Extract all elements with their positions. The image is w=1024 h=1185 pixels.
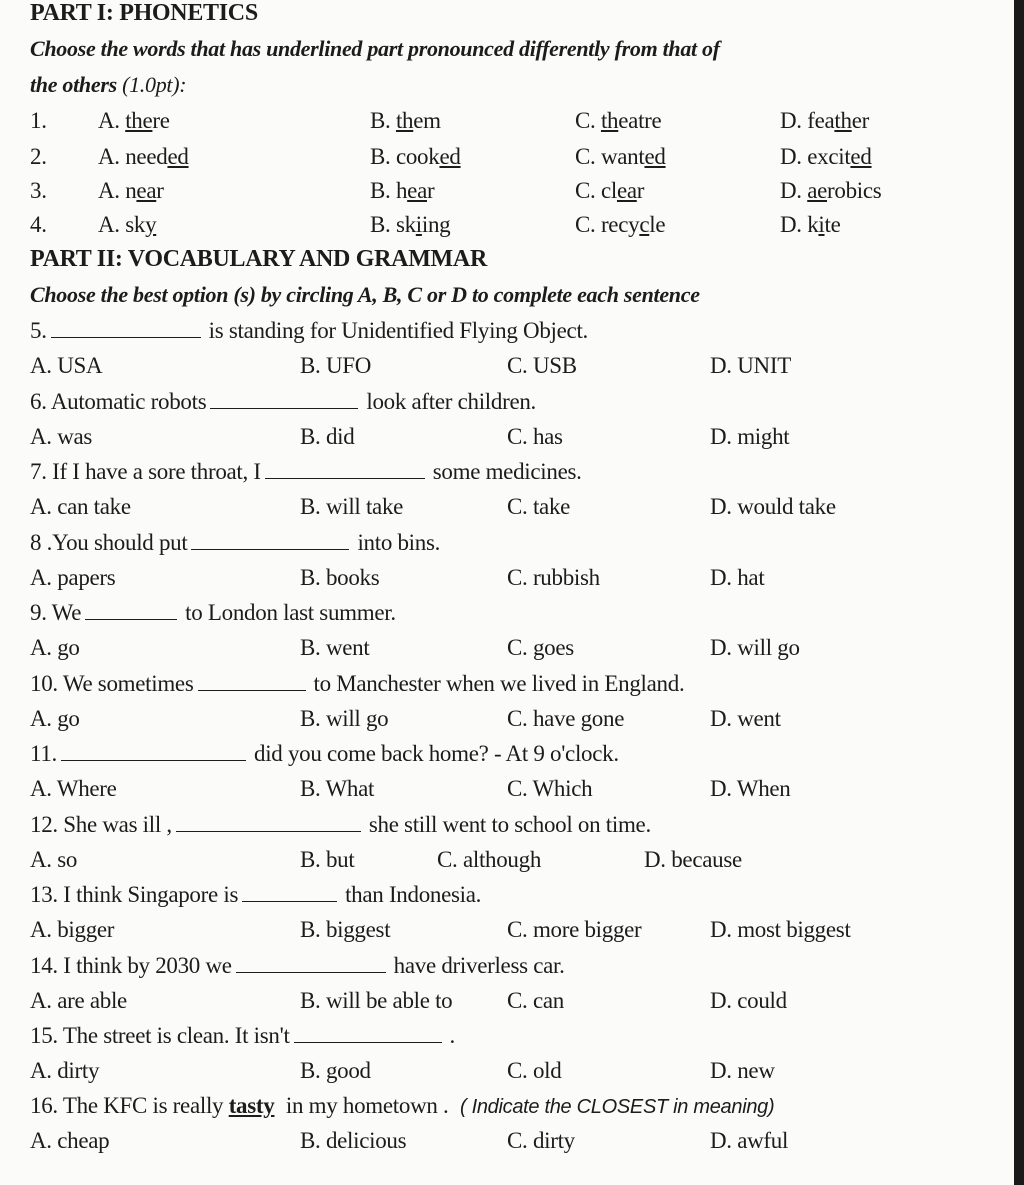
answer-blank[interactable] [176,813,361,832]
question-number: 3. [30,178,47,203]
option-b[interactable]: B. delicious [300,1128,407,1153]
part1-instruction-cont [30,72,186,98]
option-a[interactable]: A. are able [30,988,127,1013]
underlined-part: ea [407,178,427,203]
question-number: 4. [30,212,47,237]
option-b[interactable]: B. did [300,424,355,449]
option-c[interactable]: C. although [437,847,542,872]
question-text: 10. We sometimes [30,671,194,696]
question-text: 8 .You should put [30,530,188,555]
option-b[interactable]: B. but [300,847,355,872]
underlined-part: ed [167,144,189,169]
option-c[interactable]: C. goes [507,635,574,660]
question-10 [30,671,684,697]
question-text-end: some medicines. [432,459,582,484]
answer-blank[interactable] [210,390,358,409]
option-b[interactable]: B. them [370,108,441,133]
question-text-end: have driverless car. [393,953,565,978]
question-text: 14. I think by 2030 we [30,953,232,978]
underlined-part: the [125,108,153,133]
option-c[interactable]: C. USB [507,353,577,378]
option-c[interactable]: C. wanted [575,144,666,169]
option-d[interactable]: D. kite [780,212,841,237]
underlined-part: th [395,108,414,133]
option-c[interactable]: C. recycle [575,212,666,237]
option-a[interactable]: A. bigger [30,917,115,942]
option-b[interactable]: B. cooked [370,144,461,169]
option-a[interactable]: A. so [30,847,78,872]
option-a[interactable]: A. near [98,178,164,203]
instruction-text-cont: the others [30,72,117,97]
underlined-part: ed [644,144,666,169]
question-text: 13. I think Singapore is [30,882,239,907]
question-6 [30,389,536,415]
option-a[interactable]: A. can take [30,494,131,519]
option-d[interactable]: D. because [644,847,742,872]
option-b[interactable]: B. UFO [300,353,372,378]
answer-blank[interactable] [191,531,349,550]
option-d[interactable]: D. most biggest [710,917,851,942]
underlined-part: ae [807,178,828,203]
option-b[interactable]: B. will be able to [300,988,453,1013]
question-5 [30,318,588,344]
question-11 [30,741,619,767]
question-13 [30,882,481,908]
question-text: 15. The street is clean. It isn't [30,1023,290,1048]
underlined-part: th [834,108,852,133]
option-b[interactable]: B. books [300,565,380,590]
answer-blank[interactable] [198,672,306,691]
option-b[interactable]: B. skiing [370,212,451,237]
part2-instruction: Choose the best option (s) by circling A, B, C or D to complete each sentence [30,282,700,307]
underlined-part: ed [850,144,872,169]
option-a[interactable]: A. was [30,424,93,449]
option-d[interactable]: D. awful [710,1128,789,1153]
option-c[interactable]: C. take [507,494,571,519]
underlined-part: i [415,212,422,237]
question-text: 9. We [30,600,82,625]
option-b[interactable]: B. will take [300,494,404,519]
instruction-note: ( Indicate the CLOSEST in meaning) [459,1096,775,1118]
option-a[interactable]: A. papers [30,565,116,590]
option-a[interactable]: A. cheap [30,1128,110,1153]
underlined-part: ed [439,144,461,169]
option-b[interactable]: B. good [300,1058,371,1083]
question-text: 6. Automatic robots [30,389,207,414]
question-text-end: she still went to school on time. [368,812,651,837]
option-d[interactable]: D. feather [780,108,869,133]
option-c[interactable]: C. have gone [507,706,625,731]
part1-instruction [30,36,720,62]
option-b[interactable]: B. went [300,635,370,660]
underlined-part: ea [136,178,157,203]
option-c[interactable]: C. clear [575,178,645,203]
option-c[interactable]: C. dirty [507,1128,575,1153]
question-text-end: to Manchester when we lived in England. [313,671,685,696]
option-d[interactable]: D. When [710,776,791,801]
option-c[interactable]: C. more bigger [507,917,642,942]
page-edge [1014,0,1024,1185]
question-number: 2. [30,144,47,169]
answer-blank[interactable] [294,1024,442,1043]
question-text-end: look after children. [366,389,536,414]
question-14 [30,953,565,979]
question-number: 1. [30,108,47,133]
answer-blank[interactable] [51,319,201,338]
option-b[interactable]: B. What [300,776,375,801]
answer-blank[interactable] [85,601,177,620]
part1-title: PART I: PHONETICS [30,0,258,26]
question-text: 16. The KFC is really [30,1093,229,1118]
question-text: 5. [30,318,47,343]
instruction-text: Choose the words that has underlined part pronounced differently from that of [30,36,720,61]
question-text-end: into bins. [357,530,441,555]
question-7 [30,459,582,485]
key-word: tasty [228,1093,275,1118]
option-d[interactable]: D. new [710,1058,775,1083]
option-d[interactable]: D. will go [710,635,800,660]
question-text-end: is standing for Unidentified Flying Object. [208,318,588,343]
option-c[interactable]: C. old [507,1058,562,1083]
question-text-end: . [449,1023,455,1048]
option-a[interactable]: A. go [30,635,80,660]
question-8 [30,530,440,556]
underlined-part: c [639,212,650,237]
option-a[interactable]: A. go [30,706,80,731]
option-d[interactable]: D. excited [780,144,872,169]
option-b[interactable]: B. hear [370,178,435,203]
option-d[interactable]: D. might [710,424,790,449]
underlined-part: i [818,212,825,237]
answer-blank[interactable] [61,742,246,761]
option-d[interactable]: D. would take [710,494,836,519]
option-a[interactable]: A. USA [30,353,103,378]
option-a[interactable]: A. there [98,108,170,133]
option-a[interactable]: A. needed [98,144,189,169]
question-15 [30,1023,455,1049]
option-d[interactable]: D. hat [710,565,765,590]
underlined-part: y [145,212,157,237]
option-c[interactable]: C. can [507,988,564,1013]
option-c[interactable]: C. Which [507,776,593,801]
answer-blank[interactable] [265,460,425,479]
answer-blank[interactable] [242,883,337,902]
question-text: 11. [30,741,57,766]
question-text-end: in my hometown . [280,1093,454,1118]
option-c[interactable]: C. has [507,424,563,449]
question-text: 12. She was ill , [30,812,172,837]
points-label: (1.0pt): [122,72,187,97]
question-9 [30,600,396,626]
option-b[interactable]: B. will go [300,706,389,731]
question-text-end: to London last summer. [185,600,396,625]
question-16 [30,1093,774,1119]
option-b[interactable]: B. biggest [300,917,391,942]
option-d[interactable]: D. went [710,706,781,731]
underlined-part: ea [616,178,637,203]
question-12 [30,812,651,838]
question-text-end: than Indonesia. [345,882,482,907]
option-c[interactable]: C. theatre [575,108,662,133]
underlined-part: th [600,108,619,133]
option-d[interactable]: D. aerobics [780,178,882,203]
option-d[interactable]: D. could [710,988,787,1013]
option-a[interactable]: A. Where [30,776,117,801]
option-a[interactable]: A. sky [98,212,157,237]
part2-title: PART II: VOCABULARY AND GRAMMAR [30,246,487,272]
question-text-end: did you come back home? - At 9 o'clock. [254,741,619,766]
question-text: 7. If I have a sore throat, I [30,459,261,484]
option-c[interactable]: C. rubbish [507,565,600,590]
option-a[interactable]: A. dirty [30,1058,100,1083]
answer-blank[interactable] [236,954,386,973]
option-d[interactable]: D. UNIT [710,353,791,378]
